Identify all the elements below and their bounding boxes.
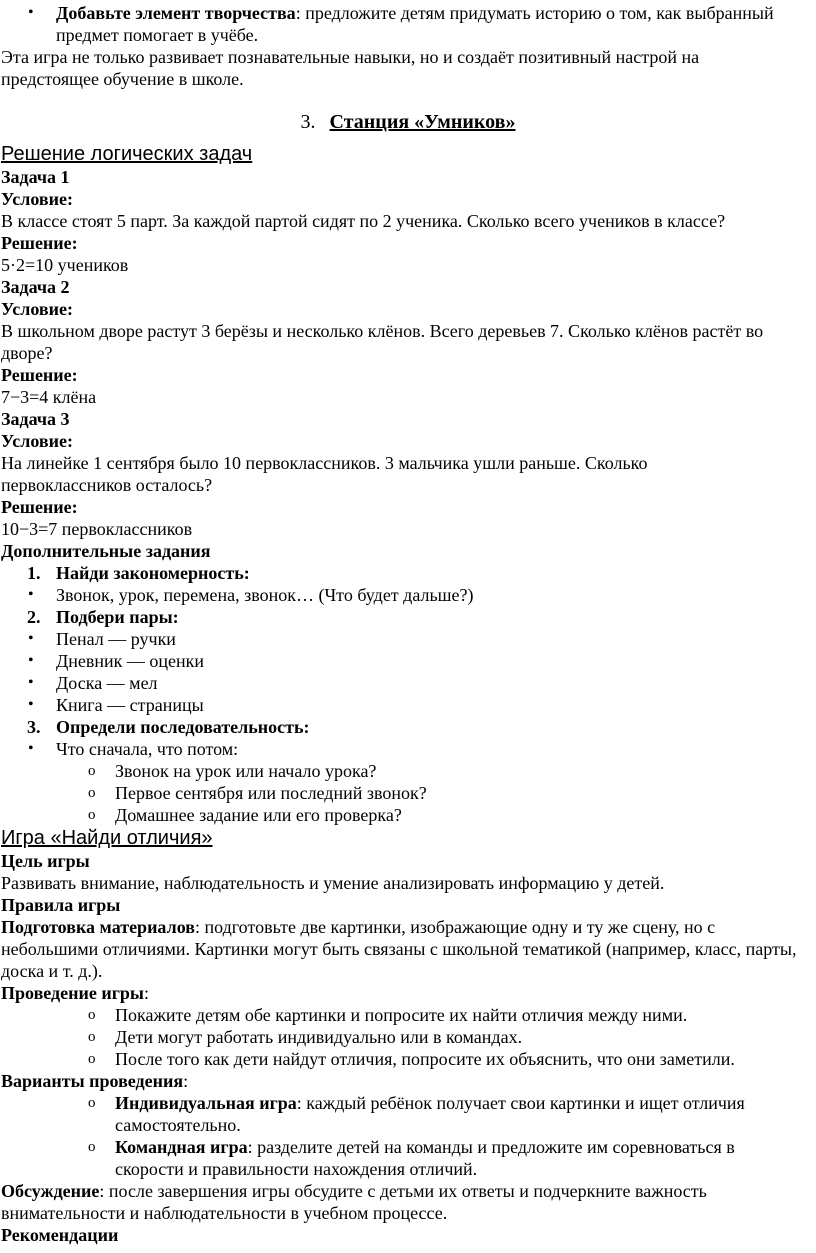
conduct-bold: Проведение игры — [1, 983, 144, 1003]
task-condition: На линейке 1 сентября было 10 первоклассников. 3 мальчика ушли раньше. Сколько первоклассников осталось? — [1, 453, 648, 495]
item-number: 1. — [27, 563, 41, 583]
task-1 — [0, 166, 816, 276]
item-label: Подбери пары: — [56, 607, 179, 627]
list-item: • Что сначала, что потом: — [0, 738, 816, 760]
list-item: • Звонок, урок, перемена, звонок… (Что будет дальше?) — [0, 584, 816, 606]
variants-colon: : — [183, 1071, 189, 1091]
task-solution-label: Решение: — [1, 497, 78, 517]
conduct-paragraph — [0, 982, 816, 1004]
list-item: • Доска — мел — [0, 672, 816, 694]
discussion-text: : после завершения игры обсудите с детьми их ответы и подчеркните важность внимательности и наблюдательности в учебном процессе. — [1, 1181, 707, 1223]
goal-label: Цель игры — [1, 851, 90, 871]
variant-text: : каждый ребёнок получает свои картинки и ищет отличия самостоятельно. — [115, 1093, 745, 1135]
extra-item-3 — [0, 716, 816, 738]
task-condition: В школьном дворе растут 3 берёзы и несколько клёнов. Всего деревьев 7. Сколько клёнов растёт во дворе? — [1, 321, 764, 363]
list-item: • Пенал — ручки — [0, 628, 816, 650]
discussion-bold: Обсуждение — [1, 1181, 100, 1201]
task-condition: В классе стоят 5 парт. За каждой партой сидят по 2 ученика. Сколько всего учеников в классе? — [1, 211, 726, 231]
variant-text: : разделите детей на команды и предложите им соревноваться в скорости и правильности нахождения отличий. — [115, 1137, 735, 1179]
task-condition-label: Условие: — [1, 189, 73, 209]
rules-label: Правила игры — [1, 895, 121, 915]
item-number: 3. — [27, 717, 41, 737]
prep-text: : подготовьте две картинки, изображающие одну и ту же сцену, но с небольшими отличиями. Картинки могут быть связаны с школьной тематикой (например, класс, парты, доска и т. д.). — [1, 917, 797, 981]
task-condition-label: Условие: — [1, 299, 73, 319]
variant-bold: Индивидуальная игра — [115, 1093, 297, 1113]
item-label: Определи последовательность: — [56, 717, 310, 737]
task-solution: 5·2=10 учеников — [1, 255, 129, 275]
item-label: Найди закономерность: — [56, 563, 250, 583]
intro-paragraph: Эта игра не только развивает познавательные навыки, но и создаёт позитивный настрой на предстоящее обучение в школе. — [1, 47, 700, 89]
task-2 — [0, 276, 816, 408]
item-number: 2. — [27, 607, 41, 627]
list-item: • Дневник — оценки — [0, 650, 816, 672]
task-solution: 10−3=7 первоклассников — [1, 519, 193, 539]
sub-list-item: o Дети могут работать индивидуально или в командах. — [0, 1026, 816, 1048]
game-heading: Игра «Найди отличия» — [1, 827, 213, 849]
variants-paragraph — [0, 1070, 816, 1092]
task-title: Задача 3 — [1, 409, 70, 429]
sub-list-item: o Покажите детям обе картинки и попросите их найти отличия между ними. — [0, 1004, 816, 1026]
station-number: 3. — [300, 111, 316, 133]
recommend-label: Рекомендации — [1, 1225, 119, 1245]
task-3 — [0, 408, 816, 540]
sub-list-item: o Звонок на урок или начало урока? — [0, 760, 816, 782]
extra-item-2 — [0, 606, 816, 628]
variant-item — [0, 1092, 816, 1136]
prep-paragraph — [0, 916, 816, 982]
task-solution: 7−3=4 клёна — [1, 387, 97, 407]
sub-list-item: o Первое сентября или последний звонок? — [0, 782, 816, 804]
extra-heading: Дополнительные задания — [1, 541, 211, 561]
sub-list-item: o После того как дети найдут отличия, попросите их объяснить, что они заметили. — [0, 1048, 816, 1070]
creativity-bold: Добавьте элемент творчества — [56, 3, 296, 23]
creativity-text: : предложите детям придумать историю о том, как выбранный предмет помогает в учёбе. — [56, 3, 774, 45]
variants-bold: Варианты проведения — [1, 1071, 184, 1091]
task-title: Задача 2 — [1, 277, 70, 297]
task-solution-label: Решение: — [1, 233, 78, 253]
sub-list-item: o Домашнее задание или его проверка? — [0, 804, 816, 826]
extra-item-1 — [0, 562, 816, 584]
conduct-colon: : — [143, 983, 149, 1003]
creativity-bullet — [0, 2, 816, 46]
task-condition-label: Условие: — [1, 431, 73, 451]
station-title: Станция «Умников» — [329, 111, 516, 133]
variant-bold: Командная игра — [115, 1137, 248, 1157]
logic-heading: Решение логических задач — [1, 143, 253, 165]
station-heading — [0, 110, 816, 134]
task-title: Задача 1 — [1, 167, 70, 187]
task-solution-label: Решение: — [1, 365, 78, 385]
prep-bold: Подготовка материалов — [1, 917, 195, 937]
discussion-paragraph — [0, 1180, 816, 1224]
variant-item — [0, 1136, 816, 1180]
goal-text: Развивать внимание, наблюдательность и умение анализировать информацию у детей. — [1, 873, 665, 893]
list-item: • Книга — страницы — [0, 694, 816, 716]
